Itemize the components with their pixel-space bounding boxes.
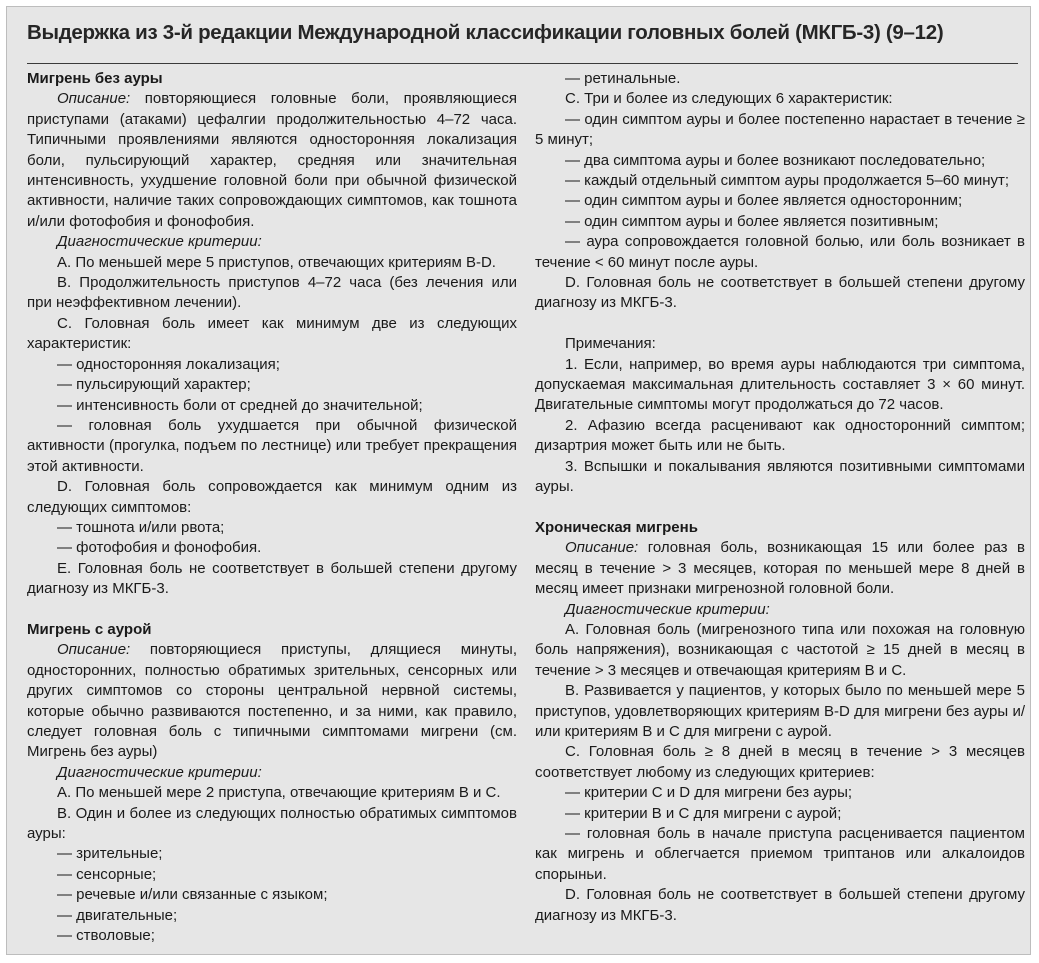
list-item: — один симптом ауры и более постепенно нарастает в течение ≥ 5 минут; bbox=[535, 110, 1025, 149]
list-item: — речевые и/или связанные с языком; bbox=[57, 886, 328, 904]
list-item: — интенсивность боли от средней до значительной; bbox=[57, 396, 423, 414]
spacer bbox=[535, 498, 1025, 518]
note-item: 3. Вспышки и покалывания являются позитивными симптомами ауры. bbox=[535, 457, 1025, 496]
list-item: — головная боль в начале приступа расценивается пациентом как мигрень и облегчается приемом триптанов или алкалоидов спорыньи. bbox=[535, 825, 1025, 883]
spacer bbox=[535, 314, 1025, 334]
criteria-label-text: Диагностические критерии: bbox=[57, 233, 262, 251]
section-heading-migraine-with-aura: Мигрень с аурой bbox=[27, 620, 152, 638]
list-item: — ретинальные. bbox=[565, 70, 681, 87]
title-divider bbox=[27, 63, 1018, 64]
spacer bbox=[27, 600, 517, 620]
list-item: — один симптом ауры и более является односторонним; bbox=[565, 192, 963, 210]
section-heading-chronic-migraine: Хроническая мигрень bbox=[535, 518, 698, 536]
migraine-without-aura-description bbox=[27, 89, 517, 232]
criteria-label-text: Диагностические критерии: bbox=[57, 763, 262, 781]
criterion-a: А. По меньшей мере 2 приступа, отвечающие критериям B и C. bbox=[57, 784, 501, 802]
criterion-d: D. Головная боль сопровождается как минимум одним из следующих симптомов: bbox=[27, 478, 517, 516]
list-item: — критерии C и D для мигрени без ауры; bbox=[565, 784, 853, 802]
criterion-a: А. Головная боль (мигренозного типа или похожая на головную боль напряжения), возникающая с частотой ≥ 15 дней в месяц в течение > 3 месяцев и отвечающая критериям B и C. bbox=[535, 620, 1025, 679]
section-heading-migraine-without-aura: Мигрень без ауры bbox=[27, 70, 163, 87]
description-text: головная боль, возникающая 15 или более раз в месяц в течение > 3 месяцев, которая по меньшей мере 8 дней в месяц имеет признаки мигренозной головной боли. bbox=[535, 539, 1025, 598]
list-item: — фотофобия и фонофобия. bbox=[57, 539, 262, 557]
list-item: — сенсорные; bbox=[57, 865, 157, 883]
note-item: 1. Если, например, во время ауры наблюдаются три симптома, допускаемая максимальная длительность составляет 3 × 60 минут. Двигательные симптомы могут продолжаться до 72 часов. bbox=[535, 355, 1025, 414]
description-text: повторяющиеся головные боли, проявляющиеся приступами (атаками) цефалгии продолжительностью 4–72 часа. Типичными проявлениями являются односторонняя локализация боли, пульсирующий характер, средняя или значительная интенсивность, ухудшение головной боли при обычной физической активности, наличие таких сопровождающих симптомов, как тошнота и/или фотофобия и фонофобия. bbox=[27, 90, 517, 230]
description-label: Описание: bbox=[565, 539, 639, 557]
list-item: — стволовые; bbox=[57, 927, 155, 945]
migraine-with-aura-description bbox=[27, 640, 517, 762]
list-item: — критерии B и C для мигрени с аурой; bbox=[565, 804, 842, 822]
criterion-e: E. Головная боль не соответствует в большей степени другому диагнозу из МКГБ-3. bbox=[27, 559, 517, 598]
list-item: — тошнота и/или рвота; bbox=[57, 518, 225, 536]
note-item: 2. Афазию всегда расценивают как односторонний симптом; дизартрия может быть или не быть. bbox=[535, 416, 1025, 455]
list-item: — головная боль ухудшается при обычной физической активности (прогулка, подъем по лестнице) или требует прекращения этой активности. bbox=[27, 416, 517, 475]
criterion-d: D. Головная боль не соответствует в большей степени другому диагнозу из МКГБ-3. bbox=[535, 274, 1025, 312]
excerpt-panel bbox=[6, 6, 1031, 955]
list-item: — один симптом ауры и более является позитивным; bbox=[565, 212, 939, 230]
notes-heading: Примечания: bbox=[565, 335, 656, 353]
list-item: — односторонняя локализация; bbox=[57, 355, 280, 373]
criterion-b: B. Развивается у пациентов, у которых было по меньшей мере 5 приступов, удовлетворяющих критериям B-D для мигрени без ауры и/или критериям B и C для мигрени с аурой. bbox=[535, 682, 1025, 740]
list-item: — двигательные; bbox=[57, 906, 178, 924]
criteria-label bbox=[27, 232, 517, 252]
right-column bbox=[535, 69, 1025, 926]
criteria-label bbox=[27, 763, 517, 783]
panel-title: Выдержка из 3-й редакции Международной классификации головных болей (МКГБ-3) (9–12) bbox=[27, 21, 944, 44]
list-item: — зрительные; bbox=[57, 845, 163, 863]
criterion-c: C. Три и более из следующих 6 характеристик: bbox=[565, 90, 893, 108]
description-label: Описание: bbox=[57, 641, 131, 659]
list-item: — два симптома ауры и более возникают последовательно; bbox=[565, 151, 986, 169]
criterion-d: D. Головная боль не соответствует в большей степени другому диагнозу из МКГБ-3. bbox=[535, 886, 1025, 924]
criteria-label bbox=[535, 600, 1025, 620]
criterion-c: C. Головная боль ≥ 8 дней в месяц в течение > 3 месяцев соответствует любому из следующих критериев: bbox=[535, 743, 1025, 781]
list-item: — каждый отдельный симптом ауры продолжается 5–60 минут; bbox=[565, 172, 1010, 190]
left-column bbox=[27, 69, 517, 946]
description-label: Описание: bbox=[57, 90, 131, 108]
criterion-a: А. По меньшей мере 5 приступов, отвечающих критериям B-D. bbox=[57, 253, 496, 271]
list-item: — пульсирующий характер; bbox=[57, 376, 251, 394]
criteria-label-text: Диагностические критерии: bbox=[565, 600, 770, 618]
chronic-migraine-description bbox=[535, 538, 1025, 599]
criterion-c: C. Головная боль имеет как минимум две из следующих характеристик: bbox=[27, 314, 517, 353]
criterion-b: B. Один и более из следующих полностью обратимых симптомов ауры: bbox=[27, 804, 517, 843]
list-item: — аура сопровождается головной болью, или боль возникает в течение < 60 минут после ауры. bbox=[535, 233, 1025, 271]
criterion-b: B. Продолжительность приступов 4–72 часа (без лечения или при неэффективном лечении). bbox=[27, 274, 517, 312]
description-text: повторяющиеся приступы, длящиеся минуты, односторонних, полностью обратимых зрительных, сенсорных или других симптомов со стороны центральной нервной системы, которые обычно развиваются постепенно, и за ними, как правило, следует головная боль с типичными симптомами мигрени (см. Мигрень без ауры) bbox=[27, 641, 517, 761]
